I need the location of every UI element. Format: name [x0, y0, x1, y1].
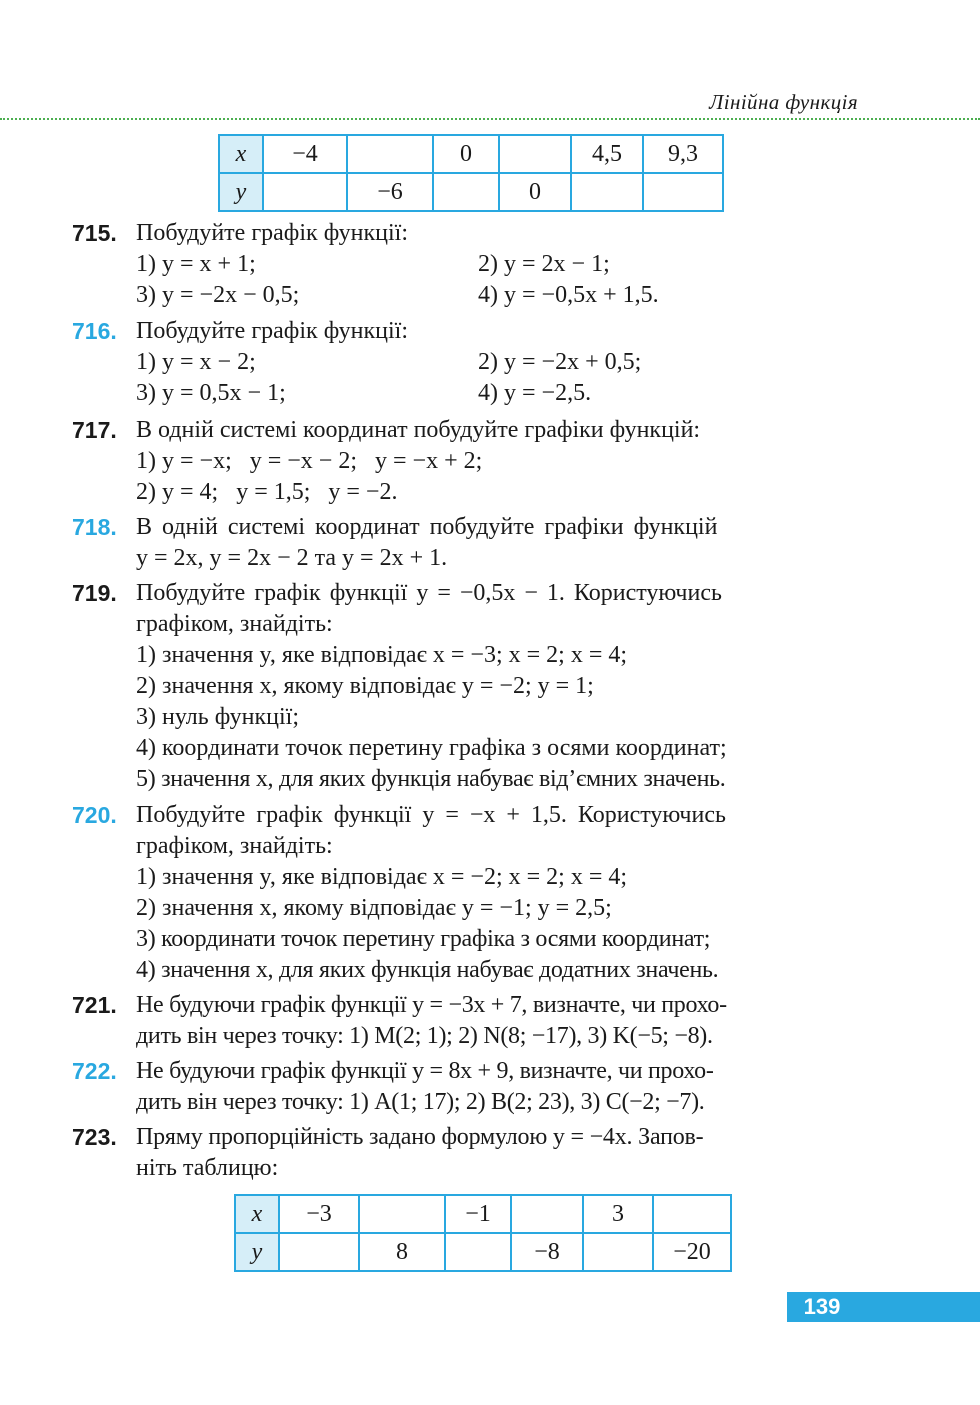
table-cell: 3 [583, 1195, 653, 1233]
problem-item: 1) y = x + 1; [136, 251, 256, 277]
problem-item: 4) координати точок перетину графіка з осями координат; [136, 735, 727, 761]
problem-item: 3) y = −2x − 0,5; [136, 282, 300, 308]
problem-text: Не будуючи графік функції y = −3x + 7, визначте, чи прохо- [136, 992, 727, 1018]
table-header-x: x [219, 135, 263, 173]
table-cell [511, 1195, 583, 1233]
table-cell [279, 1233, 359, 1271]
table-cell [571, 173, 643, 211]
values-table-top [218, 134, 724, 212]
problem-text: Побудуйте графік функції y = −0,5x − 1. Користуючись [136, 580, 722, 606]
table-cell: −4 [263, 135, 347, 173]
table-cell [643, 173, 723, 211]
problem-item: 4) y = −2,5. [478, 380, 592, 406]
problem-number: 723. [72, 1124, 117, 1150]
table-cell: 4,5 [571, 135, 643, 173]
problem-text: Побудуйте графік функції: [136, 220, 408, 246]
table-header-y: y [219, 173, 263, 211]
problem-716 [72, 316, 858, 409]
problem-text: Не будуючи графік функції y = 8x + 9, визначте, чи прохо- [136, 1058, 714, 1084]
problem-number: 717. [72, 417, 117, 443]
problem-item: 5) значення x, для яких функція набуває від’ємних значень. [136, 766, 726, 792]
table-row-x [235, 1195, 731, 1233]
table-cell: 0 [499, 173, 571, 211]
problem-number: 715. [72, 220, 117, 246]
problem-number: 722. [72, 1058, 117, 1084]
problem-721 [72, 990, 858, 1052]
problem-item: 4) y = −0,5x + 1,5. [478, 282, 659, 308]
table-row-y [235, 1233, 731, 1271]
problem-715 [72, 218, 858, 311]
table-cell: 0 [433, 135, 499, 173]
problem-item: 2) y = 2x − 1; [478, 251, 610, 277]
table-cell [445, 1233, 511, 1271]
table-cell: −1 [445, 1195, 511, 1233]
problem-text: дить він через точку: 1) A(1; 17); 2) B(2; 23), 3) C(−2; −7). [136, 1089, 705, 1115]
table-cell: −8 [511, 1233, 583, 1271]
problem-723 [72, 1122, 858, 1184]
problem-text: графіком, знайдіть: [136, 833, 333, 859]
table-cell: 8 [359, 1233, 445, 1271]
problem-text: В одній системі координат побудуйте графіки функцій: [136, 417, 701, 443]
table-cell [583, 1233, 653, 1271]
problem-item: 2) y = 4; y = 1,5; y = −2. [136, 479, 398, 505]
problem-item: 1) значення y, яке відповідає x = −2; x = 2; x = 4; [136, 864, 628, 890]
problem-item: 3) y = 0,5x − 1; [136, 380, 286, 406]
table-cell: 9,3 [643, 135, 723, 173]
problem-number: 716. [72, 318, 117, 344]
problem-item: 2) значення x, якому відповідає y = −2; y = 1; [136, 673, 594, 699]
problem-text: ніть таблицю: [136, 1155, 279, 1181]
table-header-x: x [235, 1195, 279, 1233]
problem-719 [72, 578, 858, 795]
problem-item: 3) координати точок перетину графіка з осями координат; [136, 926, 711, 952]
problem-717 [72, 415, 858, 508]
table-cell [499, 135, 571, 173]
table-cell: −6 [347, 173, 433, 211]
problem-number: 719. [72, 580, 117, 606]
values-table-bottom [234, 1194, 732, 1272]
problem-text: y = 2x, y = 2x − 2 та y = 2x + 1. [136, 545, 448, 571]
problem-text: Побудуйте графік функції y = −x + 1,5. Користуючись [136, 802, 726, 828]
table-cell: −20 [653, 1233, 731, 1271]
header-divider [0, 118, 980, 120]
problem-text: дить він через точку: 1) M(2; 1); 2) N(8; −17), 3) K(−5; −8). [136, 1023, 713, 1049]
table-cell [347, 135, 433, 173]
problem-718 [72, 512, 858, 574]
table-cell [359, 1195, 445, 1233]
problem-item: 1) y = x − 2; [136, 349, 256, 375]
problem-text: В одній системі координат побудуйте графіки функцій [136, 514, 718, 540]
table-cell: −3 [279, 1195, 359, 1233]
table-cell [433, 173, 499, 211]
problem-number: 718. [72, 514, 117, 540]
problem-item: 1) y = −x; y = −x − 2; y = −x + 2; [136, 448, 483, 474]
table-header-y: y [235, 1233, 279, 1271]
table-cell [653, 1195, 731, 1233]
page-number: 139 [803, 1294, 841, 1319]
table-row-x [219, 135, 723, 173]
problem-text: графіком, знайдіть: [136, 611, 333, 637]
problem-number: 720. [72, 802, 117, 828]
problem-item: 2) значення x, якому відповідає y = −1; y = 2,5; [136, 895, 612, 921]
table-row-y [219, 173, 723, 211]
running-head: Лінійна функція [709, 90, 858, 114]
problem-text: Пряму пропорційність задано формулою y = −4x. Запов- [136, 1124, 704, 1150]
problem-item: 4) значення x, для яких функція набуває додатних значень. [136, 957, 719, 983]
problem-text: Побудуйте графік функції: [136, 318, 408, 344]
problem-720 [72, 800, 858, 986]
problem-item: 3) нуль функції; [136, 704, 300, 730]
table-cell [263, 173, 347, 211]
problem-722 [72, 1056, 858, 1118]
problem-number: 721. [72, 992, 117, 1018]
problem-item: 1) значення y, яке відповідає x = −3; x = 2; x = 4; [136, 642, 628, 668]
problem-item: 2) y = −2x + 0,5; [478, 349, 642, 375]
